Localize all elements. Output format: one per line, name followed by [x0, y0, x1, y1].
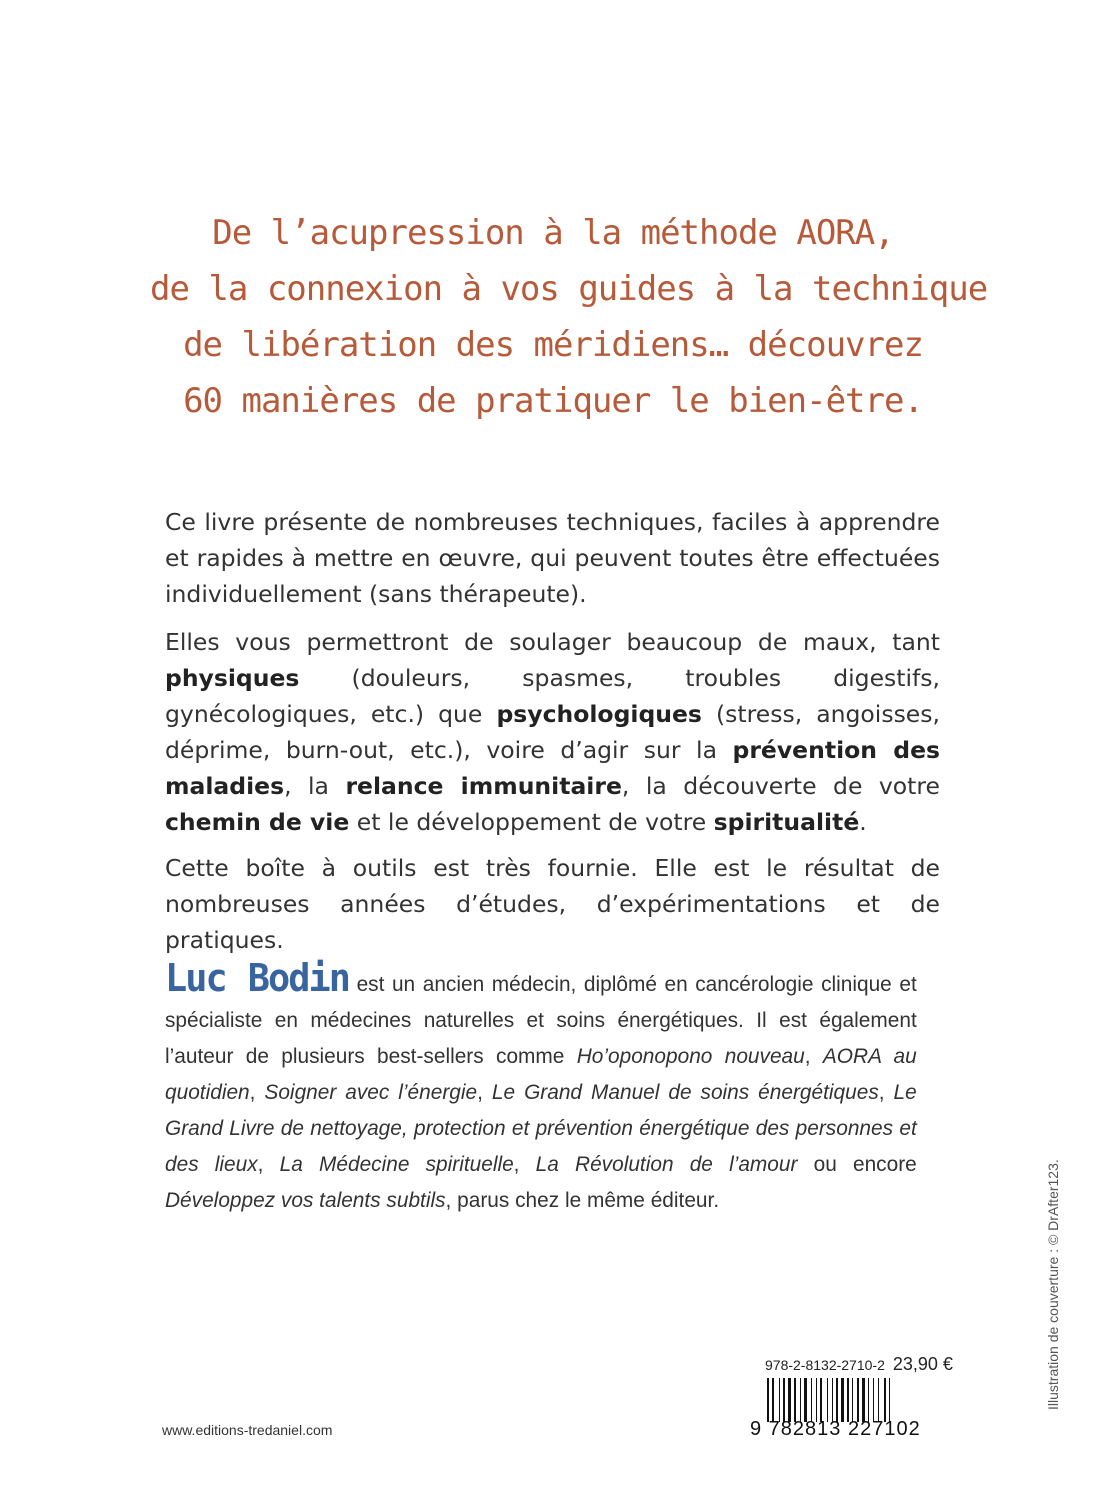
barcode-bar [767, 1378, 769, 1422]
barcode-bar [873, 1378, 874, 1422]
book-title: AORA au quotidien [165, 1044, 917, 1104]
barcode-bar [852, 1378, 853, 1422]
cover-credit: Illustration de couverture : © DrAfter123. [1045, 1159, 1061, 1410]
tagline-line: De l’acupression à la méthode AORA, [212, 213, 894, 253]
text-span: et le développement de votre [349, 808, 714, 836]
bold-span: physiques [165, 664, 300, 692]
bold-span: prévention des maladies [165, 736, 940, 800]
barcode-bar [878, 1378, 879, 1422]
text-span: , la [284, 772, 346, 800]
barcode-bar [794, 1378, 796, 1422]
text-span: . [859, 808, 867, 836]
book-title: Ho’oponopono nouveau [576, 1044, 805, 1068]
barcode-bar [811, 1378, 812, 1422]
book-title: Le Grand Livre de nettoyage, protection et prévention énergétique des personnes et des lieux [165, 1080, 917, 1176]
barcode-bar [783, 1378, 785, 1422]
text-span: , [804, 1044, 823, 1068]
text-span: , la découverte de votre [621, 772, 940, 800]
book-title: Le Grand Manuel de soins énergétiques [491, 1080, 879, 1104]
barcode-bar [889, 1378, 890, 1422]
book-title: La Médecine spirituelle [279, 1152, 514, 1176]
bold-span: psychologiques [496, 700, 702, 728]
barcode-bar [816, 1378, 817, 1422]
barcode-bar [884, 1378, 886, 1422]
barcode-bar [788, 1378, 791, 1422]
text-span: (stress, angoisses, déprime, burn-out, etc.), voire d’agir sur la [165, 700, 940, 764]
author-name: Luc Bodin [165, 956, 350, 1000]
text-span: , [878, 1080, 894, 1104]
description-paragraph-2 [165, 624, 940, 840]
isbn-price-row [765, 1354, 975, 1375]
barcode-bar [862, 1378, 865, 1422]
price: 23,90 € [892, 1354, 953, 1374]
text-span: (douleurs, spasmes, troubles digestifs, gynécologiques, etc.) que [165, 664, 940, 728]
barcode-bar [800, 1378, 801, 1422]
text-span: , [513, 1152, 536, 1176]
text-span: , [477, 1080, 492, 1104]
barcode-number: 9 782813 227102 [750, 1418, 921, 1440]
bold-span: chemin de vie [165, 808, 350, 836]
book-title: Développez vos talents subtils [165, 1188, 446, 1212]
text-span: , parus chez le même éditeur. [445, 1188, 720, 1212]
book-title: Soigner avec l’énergie [264, 1080, 478, 1104]
barcode-bar [832, 1378, 833, 1422]
text-span: est un ancien médecin, diplômé en cancérologie clinique et spécialiste en médecines naturelles et soins énergétiques. Il est également l’auteur de plusieurs best-sellers comme [165, 972, 917, 1068]
text-span: ou encore [797, 1152, 917, 1176]
description-paragraph-1: Ce livre présente de nombreuses techniques, faciles à apprendre et rapides à mettre en œuvre, qui peuvent toutes être effectuées individuellement (sans thérapeute). [165, 508, 940, 608]
barcode-bar [836, 1378, 838, 1422]
tagline-line: 60 manières de pratiquer le bien-être. [183, 381, 923, 421]
publisher-website: www.editions-tredaniel.com [162, 1422, 333, 1438]
text-span: , [249, 1080, 265, 1104]
barcode-bar [827, 1378, 828, 1422]
barcode-bar [804, 1378, 807, 1422]
bold-span: relance immunitaire [345, 772, 622, 800]
tagline-line: de la connexion à vos guides à la technique [150, 269, 988, 309]
barcode-bar [841, 1378, 844, 1422]
text-span: Elles vous permettront de soulager beaucoup de maux, tant [165, 628, 940, 656]
isbn: 978-2-8132-2710-2 [765, 1357, 885, 1373]
barcode-bar [820, 1378, 822, 1422]
tagline-line: de libération des méridiens… découvrez [183, 325, 923, 365]
book-title: La Révolution de l’amour [535, 1152, 798, 1176]
barcode-bar [857, 1378, 859, 1422]
description-paragraph-3: Cette boîte à outils est très fournie. Elle est le résultat de nombreuses années d’études, d’expérimentations et de pratiques. [165, 854, 940, 954]
text-span: , [257, 1152, 280, 1176]
tagline [150, 205, 988, 429]
barcode-bar [868, 1378, 869, 1422]
barcode-bar [772, 1378, 774, 1422]
barcode-bar [847, 1378, 849, 1422]
barcode-bars [765, 1378, 945, 1422]
barcode-bar [779, 1378, 780, 1422]
bold-span: spiritualité [713, 808, 860, 836]
author-bio [165, 956, 917, 1218]
